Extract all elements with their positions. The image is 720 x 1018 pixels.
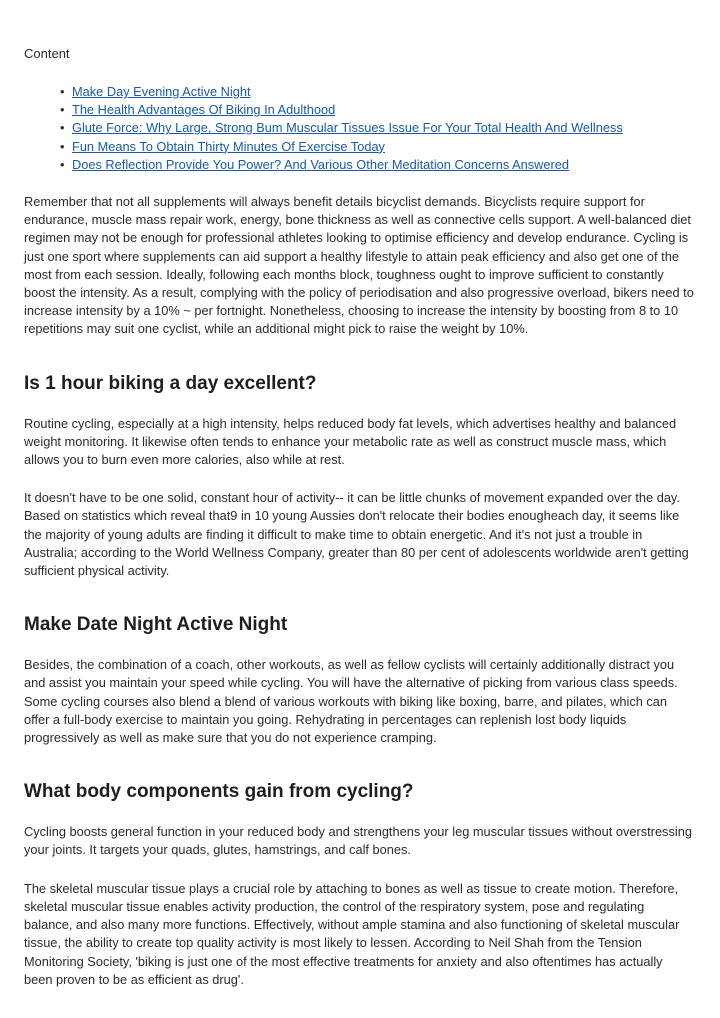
toc-item [62,83,694,101]
toc-item [62,138,694,156]
section-2-paragraph-1: Besides, the combination of a coach, other workouts, as well as fellow cyclists will certainly additionally distract you and assist you maintain your speed while cycling. You will have the alternative of picking from various class speeds. Some cycling courses also blend a blend of various workouts with biking like boxing, barre, and pilates, which can offer a full-body exercise to maintain you going. Rehydrating in percentages can replenish lost body liquids progressively as well as make sure that you do not experience cramping. [24,657,678,746]
section-heading-3: What body components gain from cycling? [24,781,414,803]
section-3-paragraph-1: Cycling boosts general function in your reduced body and strengthens your leg muscular tissues without overstressing your joints. It targets your quads, glutes, hamstrings, and calf bones. [24,824,692,858]
toc-link-5[interactable]: Does Reflection Provide You Power? And Various Other Meditation Concerns Answered [72,156,569,172]
section-3-paragraph-2: The skeletal muscular tissue plays a crucial role by attaching to bones as well as tissue to create motion. Therefore, skeletal muscular tissue enables activity production, the control of the respiratory system, pose and regulating balance, and also many more functions. Effectively, without ample stamina and also functioning of skeletal muscular tissue, the ability to create top quality activity is most likely to lessen. According to Neil Shah from the Tension Monitoring Society, 'biking is just one of the most effective treatments for anxiety and also oftentimes has actually been proven to be as efficient as drug'. [24,880,680,987]
toc-link-4[interactable]: Fun Means To Obtain Thirty Minutes Of Exercise Today [72,138,385,154]
toc-heading: Content [24,46,70,61]
section-1-paragraph-2: It doesn't have to be one solid, constant hour of activity-- it can be little chunks of movement expanded over the day. Based on statistics which reveal that9 in 10 young Aussies don't relocate their bodies enougheach day, it seems like the majority of young adults are finding it difficult to make time to obtain energetic. And it's not just a trouble in Australia; according to the World Wellness Company, greater than 80 per cent of adolescents worldwide aren't getting sufficient physical activity. [24,490,689,579]
section-heading-1: Is 1 hour biking a day excellent? [24,372,317,394]
toc-link-2[interactable]: The Health Advantages Of Biking In Adulthood [72,102,336,118]
toc-item [62,101,694,119]
toc-item [62,156,694,174]
intro-paragraph: Remember that not all supplements will always benefit details bicyclist demands. Bicyclists require support for endurance, muscle mass repair work, energy, bone thickness as well as connective cells support. A well-balanced diet regimen may not be enough for professional athletes looking to optimise efficiency and develop endurance. Cycling is just one sport where supplements can aid support a healthy lifestyle to attain peak efficiency and also get one of the most from each session. Ideally, following each months block, toughness ought to improve sufficient to constantly boost the intensity. As a result, complying with the policy of periodisation and also progressive overload, bikers need to increase intensity by a 10% ~ per fortnight. Nonetheless, choosing to increase the intensity by boosting from 8 to 10 repetitions may suit one cyclist, while an additional might pick to raise the weight by 10%. [24,194,694,337]
table-of-contents [24,83,694,174]
toc-link-1[interactable]: Make Day Evening Active Night [72,84,251,99]
section-heading-2: Make Date Night Active Night [24,614,288,636]
section-1-paragraph-1: Routine cycling, especially at a high intensity, helps reduced body fat levels, which advertises healthy and balanced weight monitoring. It likewise often tends to enhance your metabolic rate as well as construct muscle mass, which allows you to burn even more calories, also while at rest. [24,415,677,468]
toc-item [62,119,694,137]
toc-link-3[interactable]: Glute Force: Why Large, Strong Bum Muscular Tissues Issue For Your Total Health And Wellness [72,120,623,136]
